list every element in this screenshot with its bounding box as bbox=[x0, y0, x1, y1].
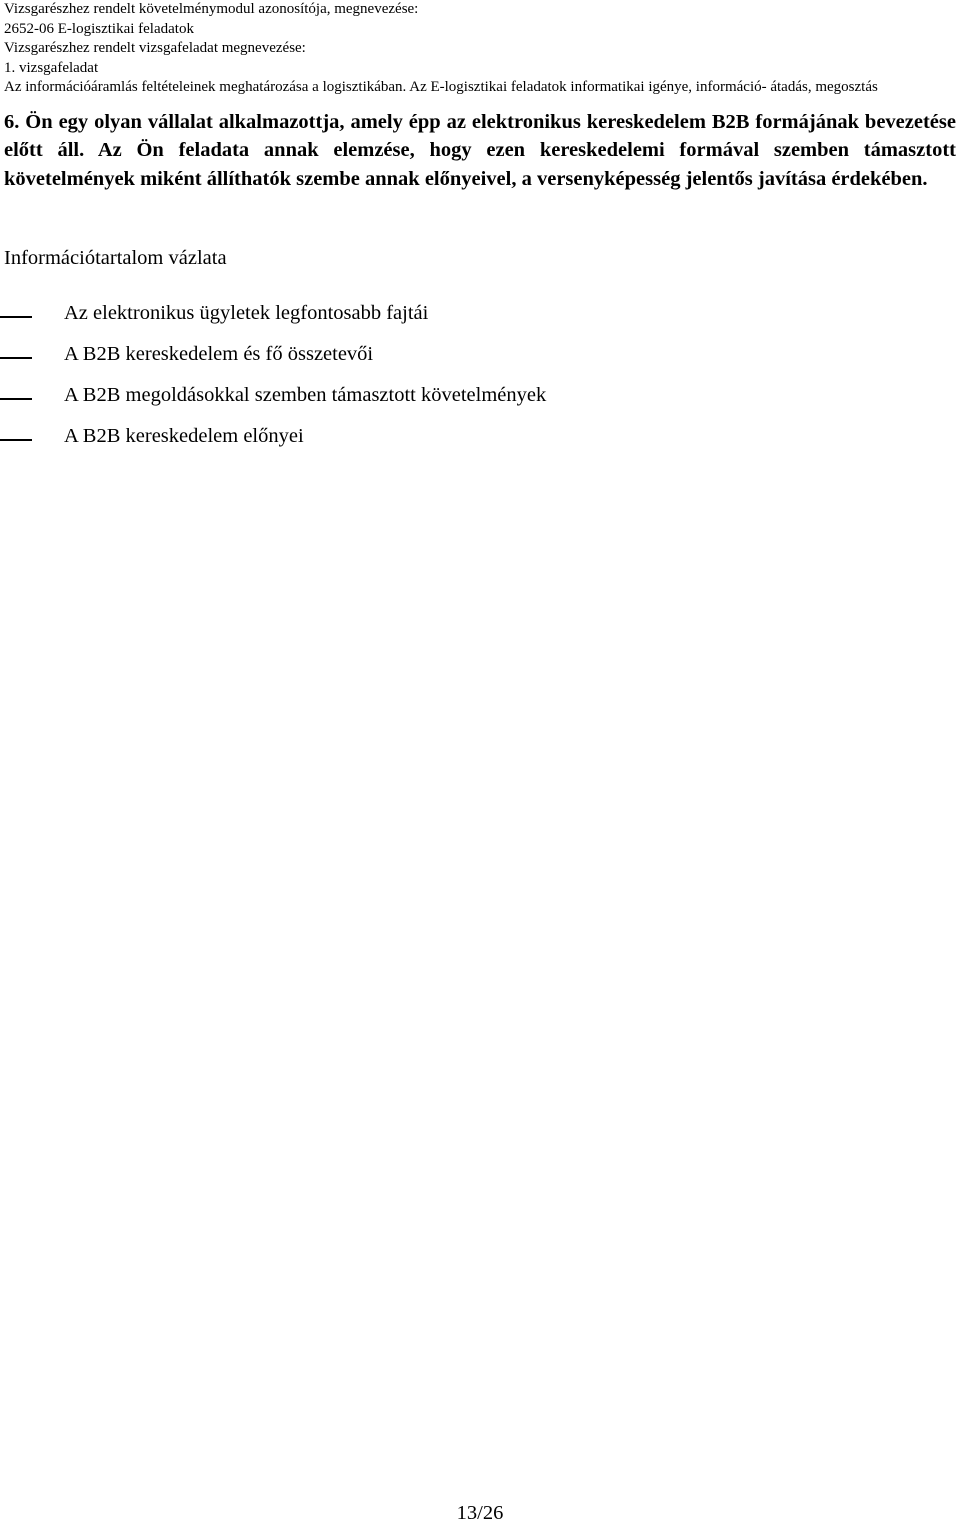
list-item bbox=[0, 422, 960, 463]
page-number: 13/26 bbox=[456, 1502, 504, 1524]
list-item bbox=[0, 381, 960, 422]
list-item-text: A B2B kereskedelem előnyei bbox=[64, 425, 304, 447]
header-exam-task-name: Az információáramlás feltételeinek meghatározása a logisztikában. Az E-logisztikai feladatok informatikai igénye, információ- átadás, megosztás bbox=[4, 79, 878, 95]
dash-bullet-icon bbox=[0, 316, 32, 318]
task-description: 6. Ön egy olyan vállalat alkalmazottja, amely épp az elektronikus kereskedelem B2B formájának bevezetése előtt áll. Az Ön feladata annak elemzése, hogy ezen kereskedelemi formával szemben támasztott követelmények miként állíthatók szembe annak előnyeivel, a versenyképesség jelentős javítása érdekében. bbox=[4, 111, 956, 190]
list-item-text: Az elektronikus ügyletek legfontosabb fajtái bbox=[64, 302, 429, 324]
dash-bullet-icon bbox=[0, 398, 32, 400]
header-exam-task-number: 1. vizsgafeladat bbox=[4, 59, 99, 76]
list-item-text: A B2B kereskedelem és fő összetevői bbox=[64, 343, 374, 365]
outline-title: Információtartalom vázlata bbox=[4, 247, 227, 269]
outline-list bbox=[0, 299, 960, 463]
list-item bbox=[0, 299, 960, 340]
header-module-name: 2652-06 E-logisztikai feladatok bbox=[4, 20, 194, 37]
page-header bbox=[4, 0, 956, 98]
list-item bbox=[0, 340, 960, 381]
dash-bullet-icon bbox=[0, 357, 32, 359]
list-item-text: A B2B megoldásokkal szemben támasztott követelmények bbox=[64, 384, 547, 406]
header-module-label: Vizsgarészhez rendelt követelménymodul azonosítója, megnevezése: bbox=[4, 1, 419, 17]
header-exam-task-label: Vizsgarészhez rendelt vizsgafeladat megnevezése: bbox=[4, 40, 306, 56]
dash-bullet-icon bbox=[0, 439, 32, 441]
